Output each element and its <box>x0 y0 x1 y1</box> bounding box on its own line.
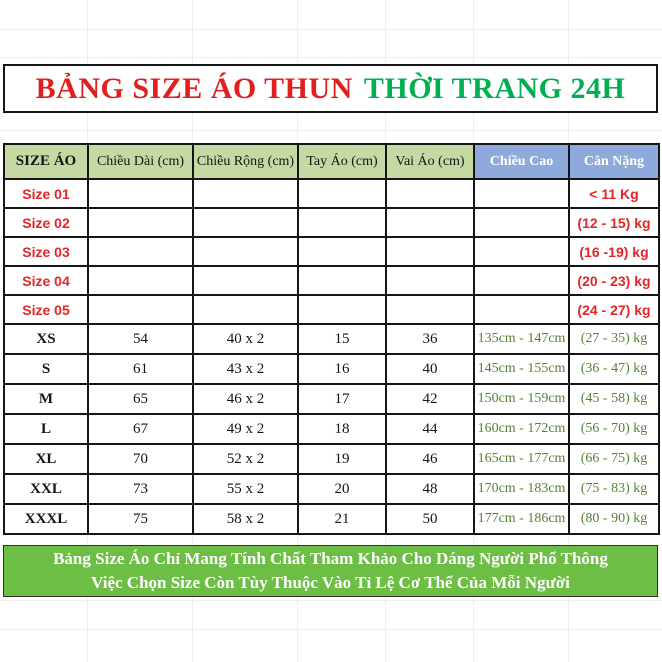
table-cell: 19 <box>298 444 386 474</box>
table-cell: 18 <box>298 414 386 444</box>
grid-line <box>0 600 662 601</box>
grid-line <box>0 57 662 58</box>
table-row <box>4 474 659 504</box>
table-cell: (80 - 90) kg <box>569 504 659 534</box>
row-label: Size 02 <box>4 208 88 237</box>
table-row <box>4 179 659 208</box>
table-cell: (56 - 70) kg <box>569 414 659 444</box>
table-cell <box>474 295 569 324</box>
table-cell: 46 <box>386 444 474 474</box>
row-label: Size 05 <box>4 295 88 324</box>
table-cell <box>386 266 474 295</box>
col-header-can-nang: Cân Nặng <box>569 144 659 179</box>
table-row <box>4 324 659 354</box>
row-label: M <box>4 384 88 414</box>
row-label: XXXL <box>4 504 88 534</box>
table-cell: (66 - 75) kg <box>569 444 659 474</box>
table-cell: 170cm - 183cm <box>474 474 569 504</box>
table-cell: 36 <box>386 324 474 354</box>
table-cell <box>88 266 193 295</box>
table-cell: 160cm - 172cm <box>474 414 569 444</box>
title-banner <box>3 64 658 113</box>
table-cell: 20 <box>298 474 386 504</box>
table-cell: 40 x 2 <box>193 324 298 354</box>
table-cell: 52 x 2 <box>193 444 298 474</box>
row-label: S <box>4 354 88 384</box>
col-header-chieu-dai: Chiều Dài (cm) <box>88 144 193 179</box>
row-label: L <box>4 414 88 444</box>
table-cell: 150cm - 159cm <box>474 384 569 414</box>
table-cell: (27 - 35) kg <box>569 324 659 354</box>
table-cell <box>193 179 298 208</box>
table-cell: 42 <box>386 384 474 414</box>
table-cell: (12 - 15) kg <box>569 208 659 237</box>
table-cell: 17 <box>298 384 386 414</box>
table-cell: 21 <box>298 504 386 534</box>
table-cell <box>386 208 474 237</box>
table-cell <box>193 208 298 237</box>
table-cell: 58 x 2 <box>193 504 298 534</box>
table-cell <box>298 208 386 237</box>
col-header-size-ao: SIZE ÁO <box>4 144 88 179</box>
table-cell: < 11 Kg <box>569 179 659 208</box>
table-row <box>4 237 659 266</box>
table-cell: 177cm - 186cm <box>474 504 569 534</box>
table-row <box>4 295 659 324</box>
table-cell <box>88 208 193 237</box>
row-label: XXL <box>4 474 88 504</box>
table-cell: (20 - 23) kg <box>569 266 659 295</box>
table-cell <box>474 237 569 266</box>
table-cell: 65 <box>88 384 193 414</box>
table-cell: 165cm - 177cm <box>474 444 569 474</box>
table-cell <box>88 237 193 266</box>
table-cell: 50 <box>386 504 474 534</box>
table-cell: 49 x 2 <box>193 414 298 444</box>
table-cell: 48 <box>386 474 474 504</box>
table-cell: 61 <box>88 354 193 384</box>
col-header-tay-ao: Tay Áo (cm) <box>298 144 386 179</box>
table-cell: (24 - 27) kg <box>569 295 659 324</box>
table-cell <box>193 237 298 266</box>
table-row <box>4 266 659 295</box>
table-cell: 43 x 2 <box>193 354 298 384</box>
table-cell <box>474 208 569 237</box>
table-cell: 145cm - 155cm <box>474 354 569 384</box>
row-label: Size 01 <box>4 179 88 208</box>
grid-line <box>0 29 662 30</box>
footer-note-line2: Việc Chọn Size Còn Tùy Thuộc Vào Tỉ Lệ Cơ Thể Của Mỗi Người <box>91 573 570 592</box>
table-cell: 54 <box>88 324 193 354</box>
table-cell <box>298 266 386 295</box>
row-label: Size 04 <box>4 266 88 295</box>
table-cell: 46 x 2 <box>193 384 298 414</box>
table-cell <box>298 237 386 266</box>
table-row <box>4 414 659 444</box>
table-cell: 55 x 2 <box>193 474 298 504</box>
title-brand-text: THỜI TRANG 24H <box>363 71 626 105</box>
table-cell <box>474 179 569 208</box>
header-row <box>4 144 659 179</box>
table-cell: 70 <box>88 444 193 474</box>
table-cell: (36 - 47) kg <box>569 354 659 384</box>
table-cell: 73 <box>88 474 193 504</box>
table-cell <box>386 237 474 266</box>
table-cell: 40 <box>386 354 474 384</box>
table-cell <box>88 295 193 324</box>
table-cell <box>193 295 298 324</box>
row-label: XL <box>4 444 88 474</box>
table-cell <box>474 266 569 295</box>
table-cell: 67 <box>88 414 193 444</box>
table-cell <box>88 179 193 208</box>
table-cell: 16 <box>298 354 386 384</box>
table-cell: 15 <box>298 324 386 354</box>
footer-note <box>3 545 658 597</box>
table-cell: (75 - 83) kg <box>569 474 659 504</box>
table-row <box>4 444 659 474</box>
table-row <box>4 384 659 414</box>
table-cell: (45 - 58) kg <box>569 384 659 414</box>
grid-line <box>0 629 662 630</box>
table-cell <box>298 295 386 324</box>
table-cell <box>193 266 298 295</box>
size-table <box>3 143 660 535</box>
table-cell <box>298 179 386 208</box>
row-label: Size 03 <box>4 237 88 266</box>
table-cell: 44 <box>386 414 474 444</box>
grid-line <box>0 130 662 131</box>
col-header-chieu-rong: Chiều Rộng (cm) <box>193 144 298 179</box>
row-label: XS <box>4 324 88 354</box>
table-row <box>4 208 659 237</box>
table-cell: (16 -19) kg <box>569 237 659 266</box>
table-cell: 75 <box>88 504 193 534</box>
footer-note-line1: Bảng Size Áo Chỉ Mang Tính Chất Tham Khảo Cho Dáng Người Phổ Thông <box>53 549 608 568</box>
table-row <box>4 354 659 384</box>
table-cell <box>386 295 474 324</box>
title-main-text: BẢNG SIZE ÁO THUN <box>35 71 353 105</box>
table-cell: 135cm - 147cm <box>474 324 569 354</box>
table-row <box>4 504 659 534</box>
col-header-chieu-cao: Chiều Cao <box>474 144 569 179</box>
table-cell <box>386 179 474 208</box>
col-header-vai-ao: Vai Áo (cm) <box>386 144 474 179</box>
